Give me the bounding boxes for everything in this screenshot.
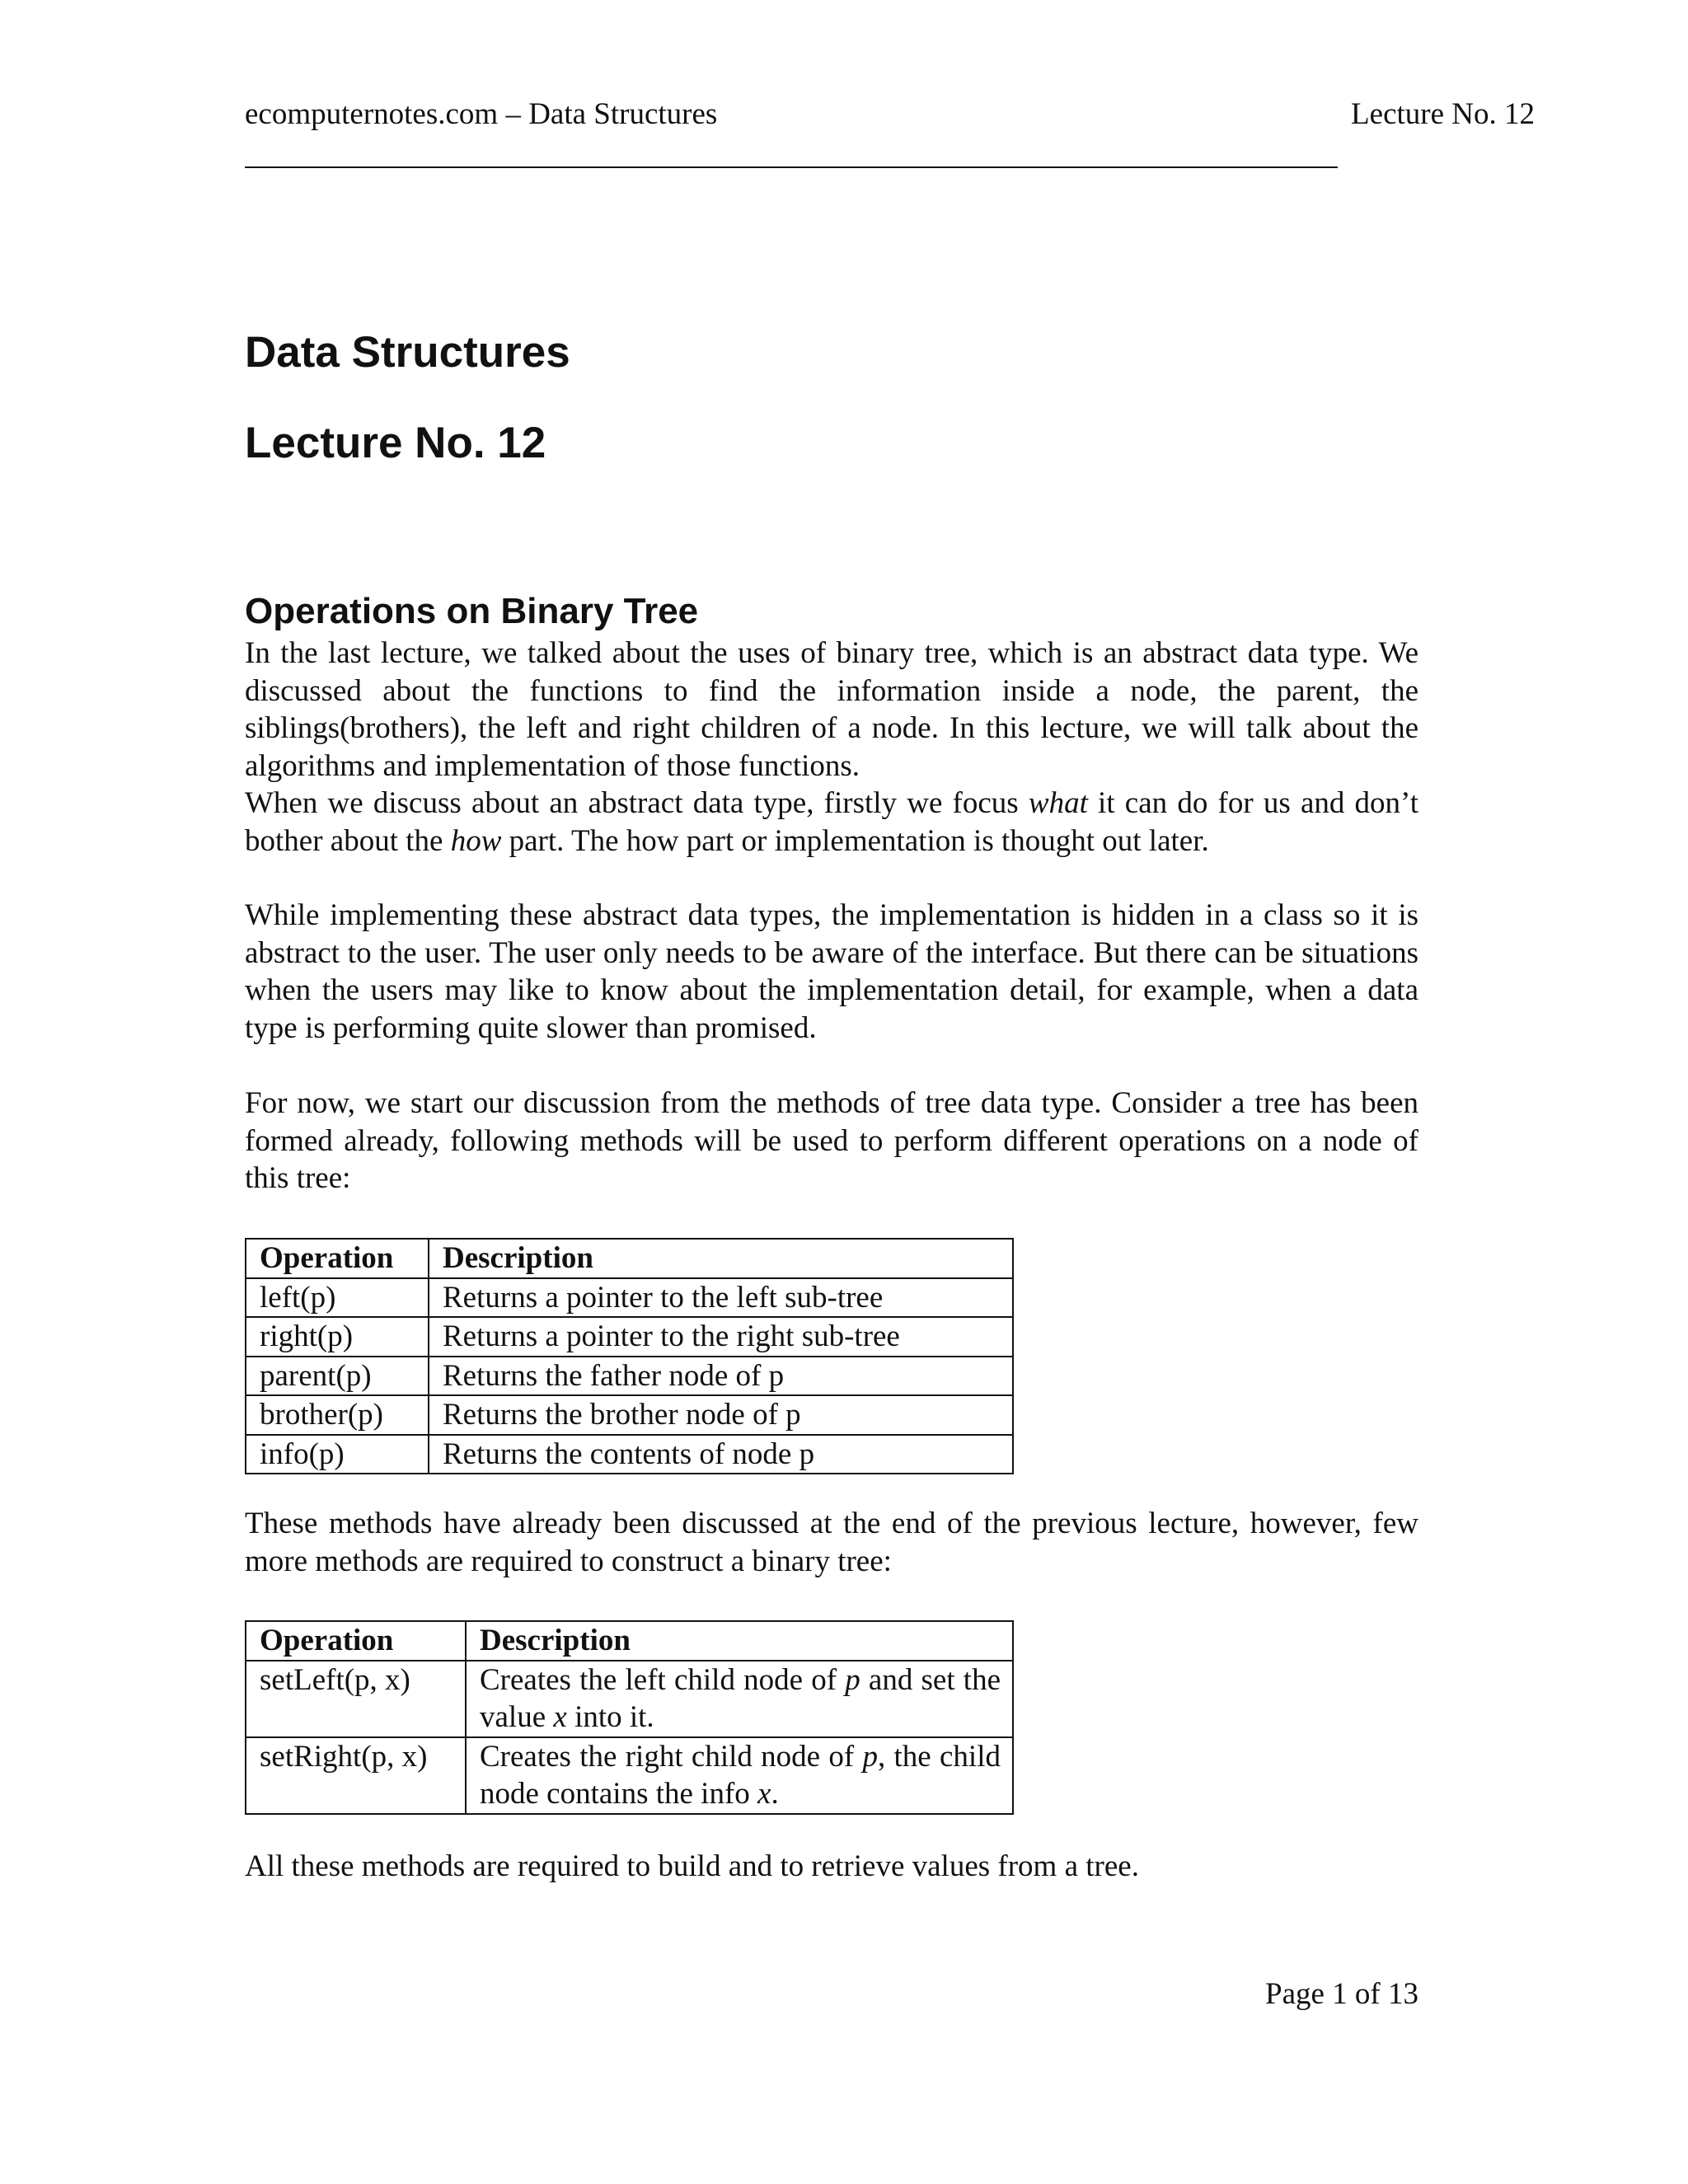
page-number: Page 1 of 13	[1265, 1977, 1418, 2011]
operation-cell: parent(p)	[246, 1357, 429, 1396]
intro-p2-emphasis-how: how	[450, 823, 502, 858]
section-heading: Operations on Binary Tree	[245, 591, 699, 631]
table-header-row	[246, 1621, 1013, 1661]
table-row	[246, 1357, 1013, 1396]
paragraph-more-methods: These methods have already been discussed at the end of the previous lecture, however, few more methods are required to construct a binary tree:	[245, 1507, 1418, 1578]
operation-cell: info(p)	[246, 1435, 429, 1474]
intro-p2-emphasis-what: what	[1028, 786, 1088, 820]
description-variable: x	[553, 1700, 567, 1734]
column-header-description: Description	[466, 1621, 1013, 1661]
paragraph-implementation: While implementing these abstract data types, the implementation is hidden in a class so it is abstract to the user. The user only needs to be aware of the interface. But there can be situations when the users may like to know about the implementation detail, for example, when a data type is performing quite slower than promised.	[245, 898, 1418, 1045]
operation-cell: setRight(p, x)	[246, 1737, 466, 1814]
description-text: and set the value	[480, 1662, 1001, 1734]
description-cell: Returns the brother node of p	[429, 1395, 1013, 1435]
description-text: into it.	[566, 1700, 654, 1734]
intro-paragraph-1: In the last lecture, we talked about the uses of binary tree, which is an abstract data type. We discussed about the functions to find the information inside a node, the parent, the siblings(brothers), the left and right children of a node. In this lecture, we will talk about the algorithms and implementation of those functions.	[245, 636, 1418, 783]
description-text: Creates the left child node of	[480, 1662, 846, 1697]
operation-cell: right(p)	[246, 1317, 429, 1357]
description-cell: Returns a pointer to the left sub-tree	[429, 1278, 1013, 1318]
table-header-row	[246, 1239, 1013, 1278]
column-header-operation: Operation	[246, 1239, 429, 1278]
description-variable: x	[757, 1777, 771, 1811]
description-text: , the child node contains the info	[480, 1739, 1001, 1811]
lecture-title: Lecture No. 12	[245, 419, 546, 467]
intro-p2-text-3: part. The how part or implementation is thought out later.	[501, 823, 1209, 858]
table-row	[246, 1395, 1013, 1435]
construction-methods-table	[245, 1620, 1014, 1815]
document-title: Data Structures	[245, 328, 570, 377]
intro-paragraph-2	[245, 785, 1418, 860]
description-cell: Returns a pointer to the right sub-tree	[429, 1317, 1013, 1357]
intro-p2-text-1: When we discuss about an abstract data type, firstly we focus	[245, 786, 1029, 820]
running-header-right: Lecture No. 12	[1351, 97, 1535, 131]
description-cell	[466, 1661, 1013, 1737]
running-header-left: ecomputernotes.com – Data Structures	[245, 97, 718, 131]
operations-table	[245, 1238, 1014, 1474]
description-cell: Returns the father node of p	[429, 1357, 1013, 1396]
table-row	[246, 1317, 1013, 1357]
description-cell: Returns the contents of node p	[429, 1435, 1013, 1474]
description-variable: p	[862, 1739, 878, 1774]
header-rule	[245, 166, 1338, 168]
operation-cell: left(p)	[246, 1278, 429, 1318]
column-header-operation: Operation	[246, 1621, 466, 1661]
description-cell	[466, 1737, 1013, 1814]
paragraph-methods-intro: For now, we start our discussion from the methods of tree data type. Consider a tree has been formed already, following methods will be used to perform different operations on a node of this tree:	[245, 1086, 1418, 1195]
description-text: .	[771, 1777, 779, 1811]
table-row	[246, 1661, 1013, 1737]
paragraph-closing: All these methods are required to build and to retrieve values from a tree.	[245, 1849, 1139, 1883]
table-row	[246, 1435, 1013, 1474]
table-row	[246, 1737, 1013, 1814]
table-row	[246, 1278, 1013, 1318]
operation-cell: setLeft(p, x)	[246, 1661, 466, 1737]
description-text: Creates the right child node of	[480, 1739, 863, 1774]
intro-p2-text-2: it can do for us and don’t bother about the	[245, 786, 1418, 858]
column-header-description: Description	[429, 1239, 1013, 1278]
operation-cell: brother(p)	[246, 1395, 429, 1435]
intro-paragraphs	[245, 635, 1418, 860]
description-variable: p	[845, 1662, 860, 1697]
